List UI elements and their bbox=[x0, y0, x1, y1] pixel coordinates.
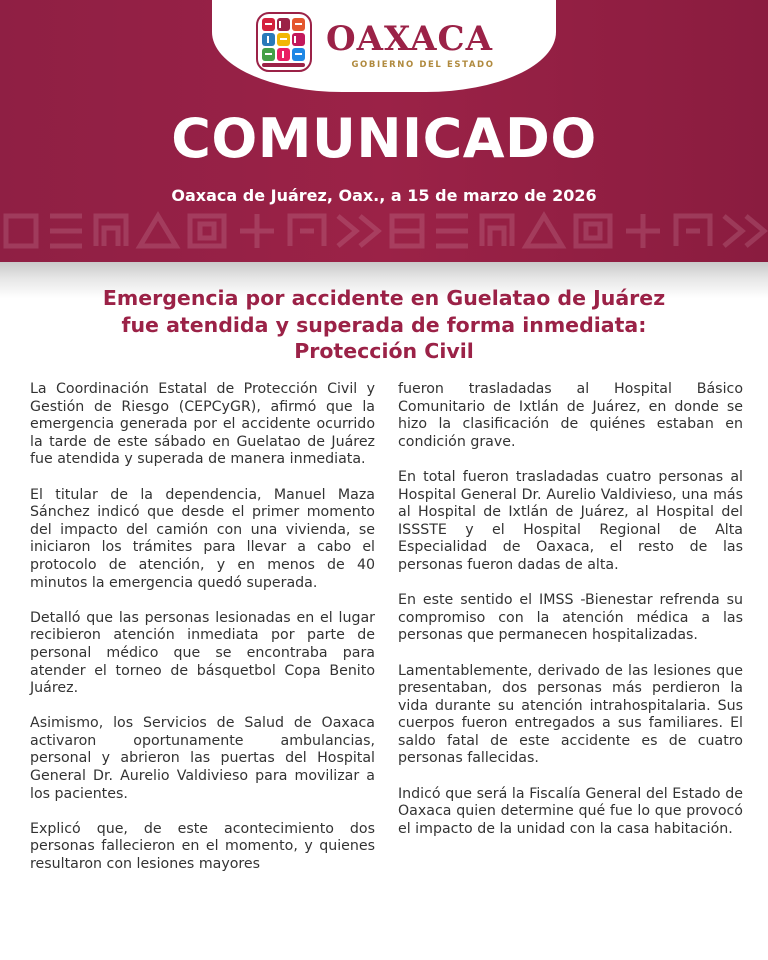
paragraph: La Coordinación Estatal de Protección Civil y Gestión de Riesgo (CEPCyGR), afirmó que la emergencia generada por el accidente ocurrido la tarde de este sábado en Guelatao de Juárez fue atendida y superada de manera inmediata. bbox=[30, 381, 375, 468]
paragraph: Indicó que será la Fiscalía General del Estado de Oaxaca quien determine qué fue lo que provocó el impacto de la unidad con la casa habitación. bbox=[398, 785, 743, 837]
article-right-column bbox=[398, 381, 743, 856]
paragraph: Detalló que las personas lesionadas en el lugar recibieron atención inmediata por parte de personal médico que se encontraba para atender el torneo de básquetbol Copa Benito Juárez. bbox=[30, 609, 375, 697]
paragraph: Lamentablemente, derivado de las lesiones que presentaban, dos personas más perdieron la vida durante su atención intrahospitalaria. Sus cuerpos fueron entregados a sus familiares. El saldo fatal de este accidente es de cuatro personas fallecidas. bbox=[398, 662, 743, 767]
page-title: COMUNICADO bbox=[171, 107, 597, 170]
paragraph: En total fueron trasladadas cuatro personas al Hospital General Dr. Aurelio Valdivieso, una más al Hospital de Ixtlán de Juárez, al Hospital del ISSSTE y el Hospital Regional de Alta Especialidad de Oaxaca, el resto de las personas fueron dadas de alta. bbox=[398, 468, 743, 573]
dateline: Oaxaca de Juárez, Oax., a 15 de marzo de 2026 bbox=[171, 186, 597, 205]
paragraph: En este sentido el IMSS -Bienestar refrenda su compromiso con la atención médica a las personas que permanecen hospitalizadas. bbox=[398, 592, 743, 644]
oaxaca-glyph-logo-icon bbox=[256, 12, 312, 72]
article-headline: Emergencia por accidente en Guelatao de Juárez fue atendida y superada de forma inmediata: Protección Civil bbox=[102, 286, 666, 363]
paragraph: fueron trasladadas al Hospital Básico Comunitario de Ixtlán de Juárez, en donde se hizo la clasificación de quiénes estaban en condición grave. bbox=[398, 381, 743, 450]
article-left-column bbox=[30, 381, 375, 891]
paragraph: Explicó que, de este acontecimiento dos personas fallecieron en el momento, y quienes resultaron con lesiones mayores bbox=[30, 820, 375, 873]
brand-name: OAXACA bbox=[326, 19, 493, 59]
greca-pattern-decoration bbox=[0, 206, 768, 262]
paragraph: Asimismo, los Servicios de Salud de Oaxaca activaron oportunamente ambulancias, personal y abrieron las puertas del Hospital General Dr. Aurelio Valdivieso para movilizar a los pacientes. bbox=[30, 715, 375, 802]
brand-subtitle: GOBIERNO DEL ESTADO bbox=[351, 60, 495, 70]
paragraph: El titular de la dependencia, Manuel Maza Sánchez indicó que desde el primer momento del impacto del camión con una vivienda, se iniciaron los trámites para llevar a cabo el protocolo de atención, y en menos de 40 minutos la emergencia quedó superada. bbox=[30, 486, 375, 591]
